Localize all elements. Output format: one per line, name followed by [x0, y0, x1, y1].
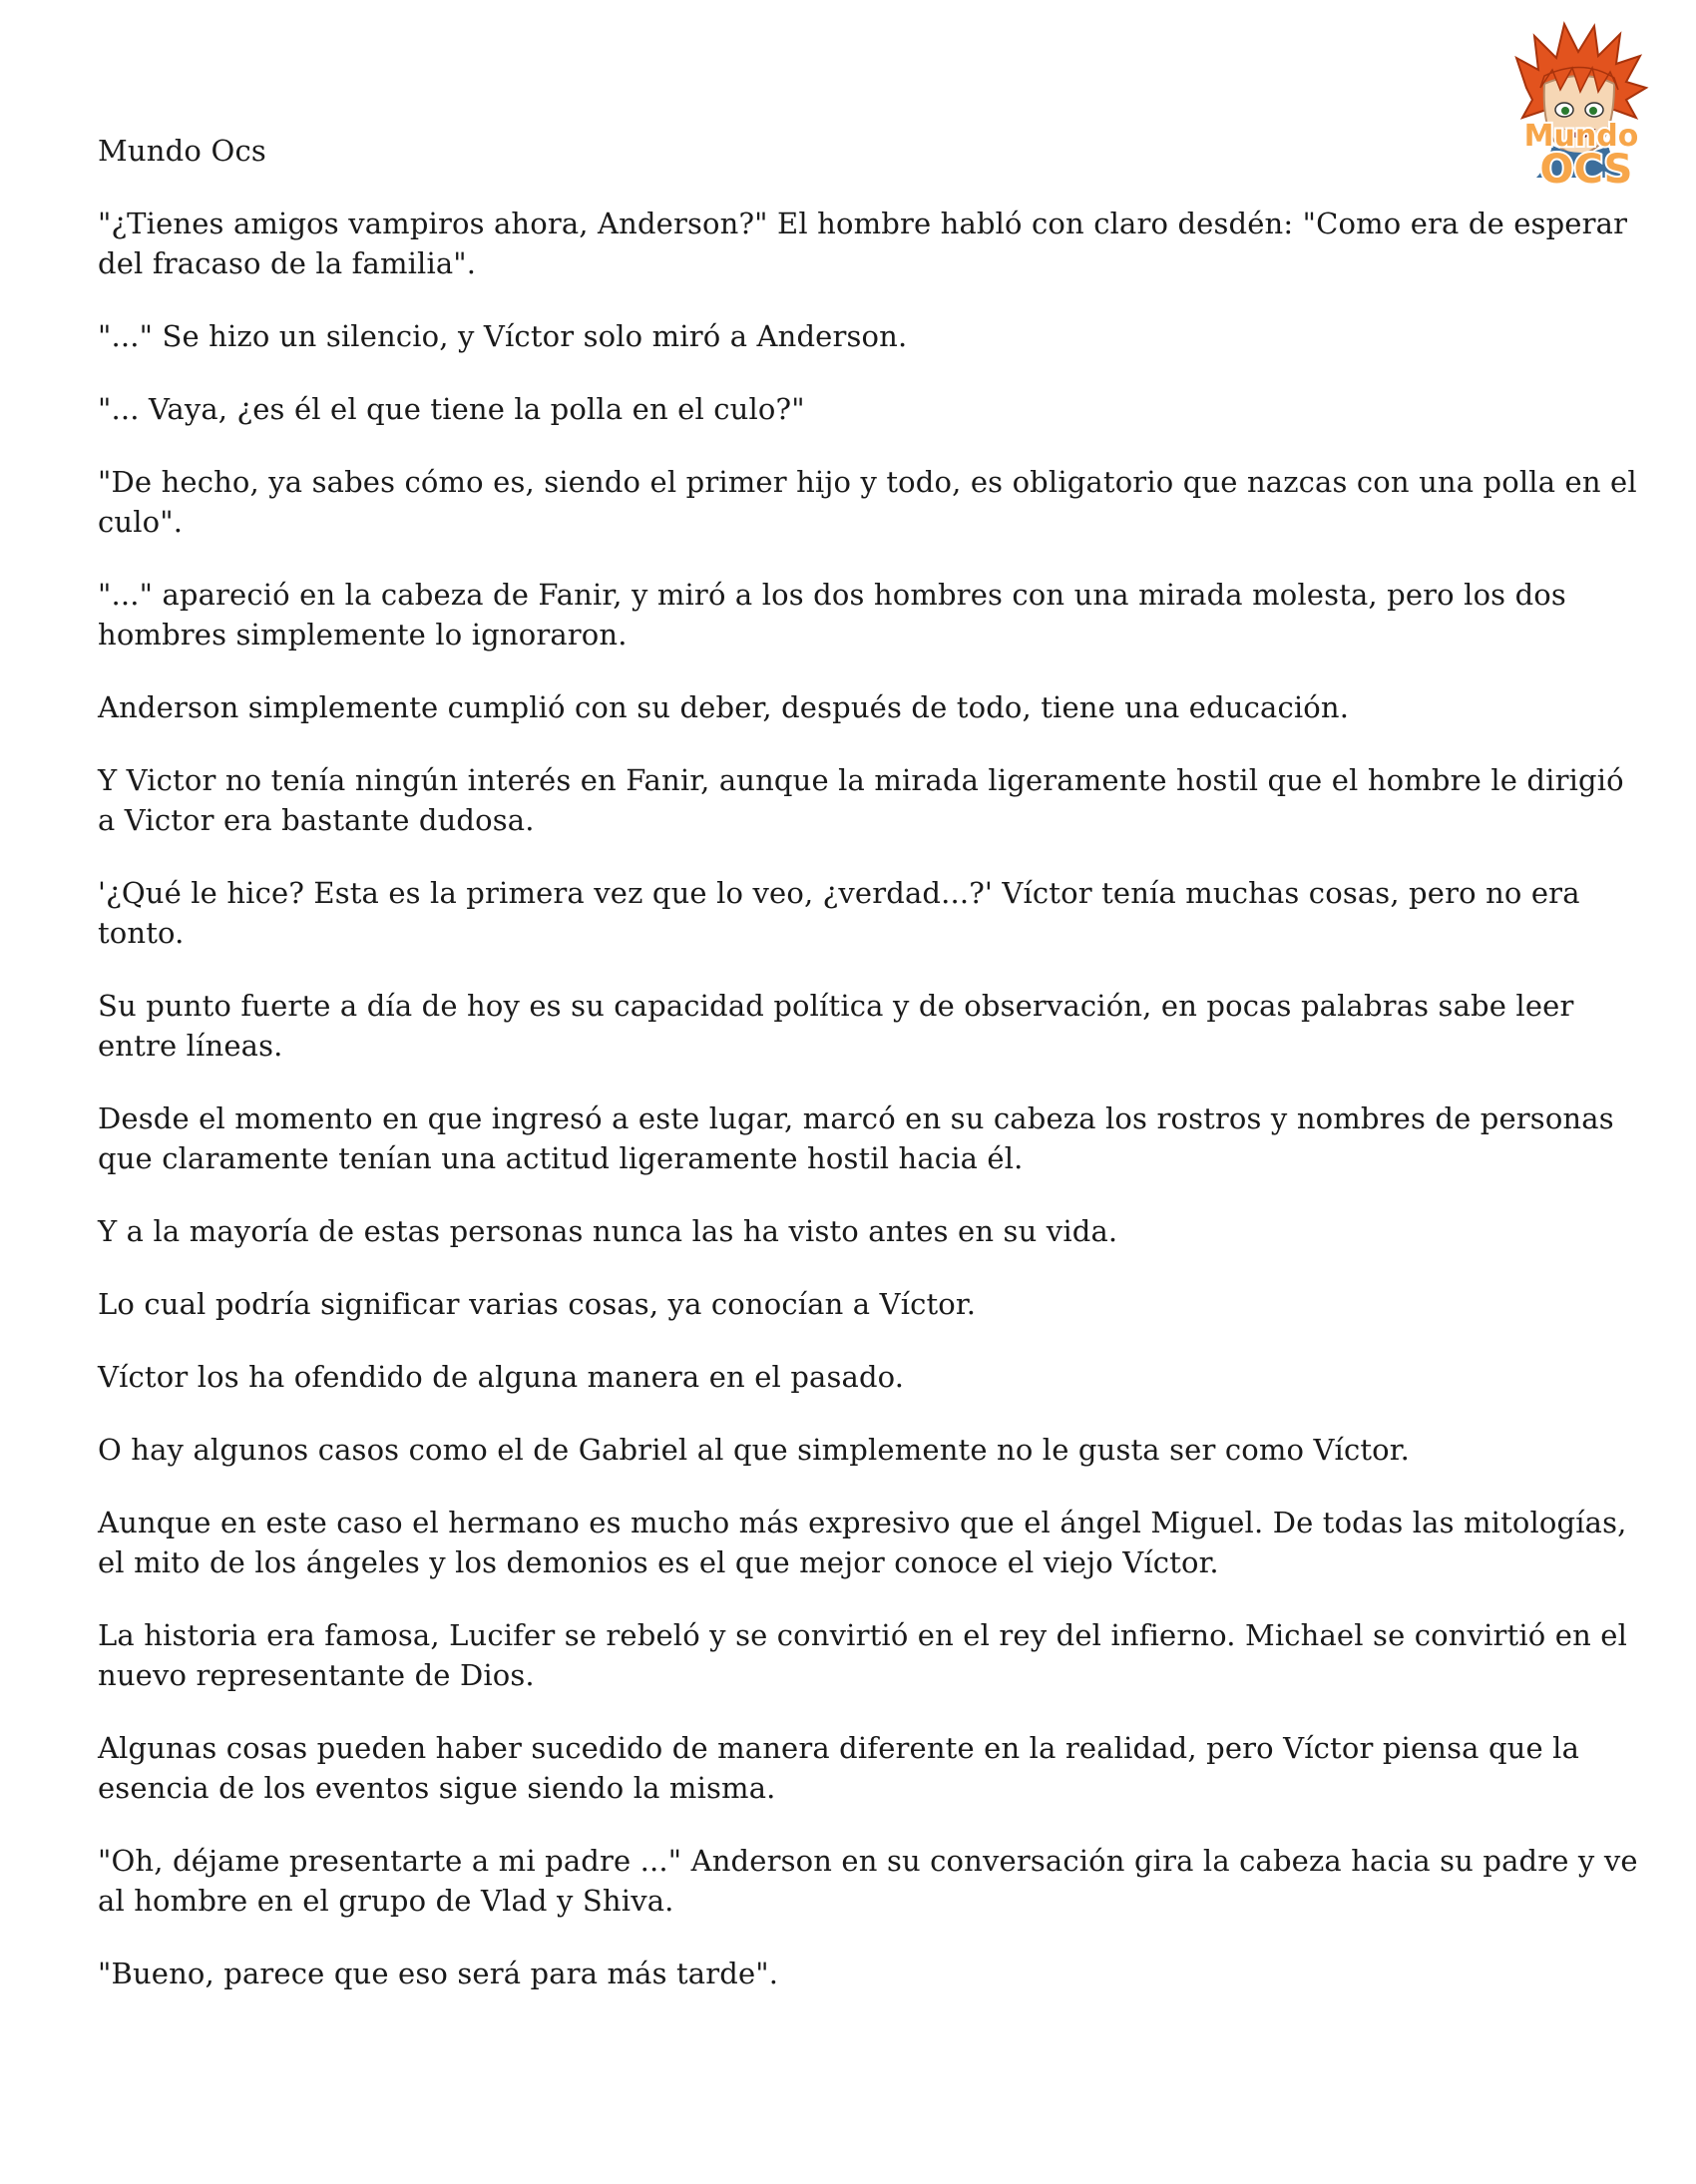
paragraph: "..." apareció en la cabeza de Fanir, y miró a los dos hombres con una mirada molesta, pero los dos hombres simplemente lo ignoraron.: [98, 578, 1566, 652]
paragraph: Y a la mayoría de estas personas nunca las ha visto antes en su vida.: [98, 1214, 1118, 1248]
paragraph: Y Victor no tenía ningún interés en Fanir, aunque la mirada ligeramente hostil que el hombre le dirigió a Victor era bastante dudosa.: [98, 763, 1624, 837]
document-header: Mundo Ocs: [98, 134, 266, 168]
document-body: [98, 131, 1642, 2026]
paragraph: "¿Tienes amigos vampiros ahora, Anderson?" El hombre habló con claro desdén: "Como era de esperar del fracaso de la familia".: [98, 207, 1628, 280]
paragraph: Anderson simplemente cumplió con su deber, después de todo, tiene una educación.: [98, 690, 1350, 724]
paragraph: '¿Qué le hice? Esta es la primera vez que lo veo, ¿verdad...?' Víctor tenía muchas cosas, pero no era tonto.: [98, 876, 1580, 950]
paragraph: Algunas cosas pueden haber sucedido de manera diferente en la realidad, pero Víctor piensa que la esencia de los eventos sigue siendo la misma.: [98, 1731, 1580, 1805]
paragraph: O hay algunos casos como el de Gabriel al que simplemente no le gusta ser como Víctor.: [98, 1433, 1410, 1467]
paragraph: Desde el momento en que ingresó a este lugar, marcó en su cabeza los rostros y nombres de personas que claramente tenían una actitud ligeramente hostil hacia él.: [98, 1101, 1614, 1175]
paragraph: La historia era famosa, Lucifer se rebeló y se convirtió en el rey del infierno. Michael se convirtió en el nuevo representante de Dios.: [98, 1618, 1627, 1692]
svg-text:OCS: OCS: [1539, 147, 1633, 193]
paragraph: "Oh, déjame presentarte a mi padre ..." Anderson en su conversación gira la cabeza hacia su padre y ve al hombre en el grupo de Vlad y Shiva.: [98, 1844, 1638, 1918]
paragraph: Aunque en este caso el hermano es mucho más expresivo que el ángel Miguel. De todas las mitologías, el mito de los ángeles y los demonios es el que mejor conoce el viejo Víctor.: [98, 1506, 1627, 1579]
paragraph: Víctor los ha ofendido de alguna manera en el pasado.: [98, 1360, 905, 1394]
paragraph: Lo cual podría significar varias cosas, ya conocían a Víctor.: [98, 1287, 977, 1321]
paragraph: "Bueno, parece que eso será para más tarde".: [98, 1957, 779, 1990]
paragraph: Su punto fuerte a día de hoy es su capacidad política y de observación, en pocas palabras sabe leer entre líneas.: [98, 989, 1574, 1063]
svg-text:Mundo: Mundo: [1523, 119, 1639, 154]
paragraph: "... Vaya, ¿es él el que tiene la polla en el culo?": [98, 392, 805, 426]
paragraph: "..." Se hizo un silencio, y Víctor solo miró a Anderson.: [98, 319, 908, 353]
paragraph: "De hecho, ya sabes cómo es, siendo el primer hijo y todo, es obligatorio que nazcas con una polla en el culo".: [98, 465, 1637, 539]
